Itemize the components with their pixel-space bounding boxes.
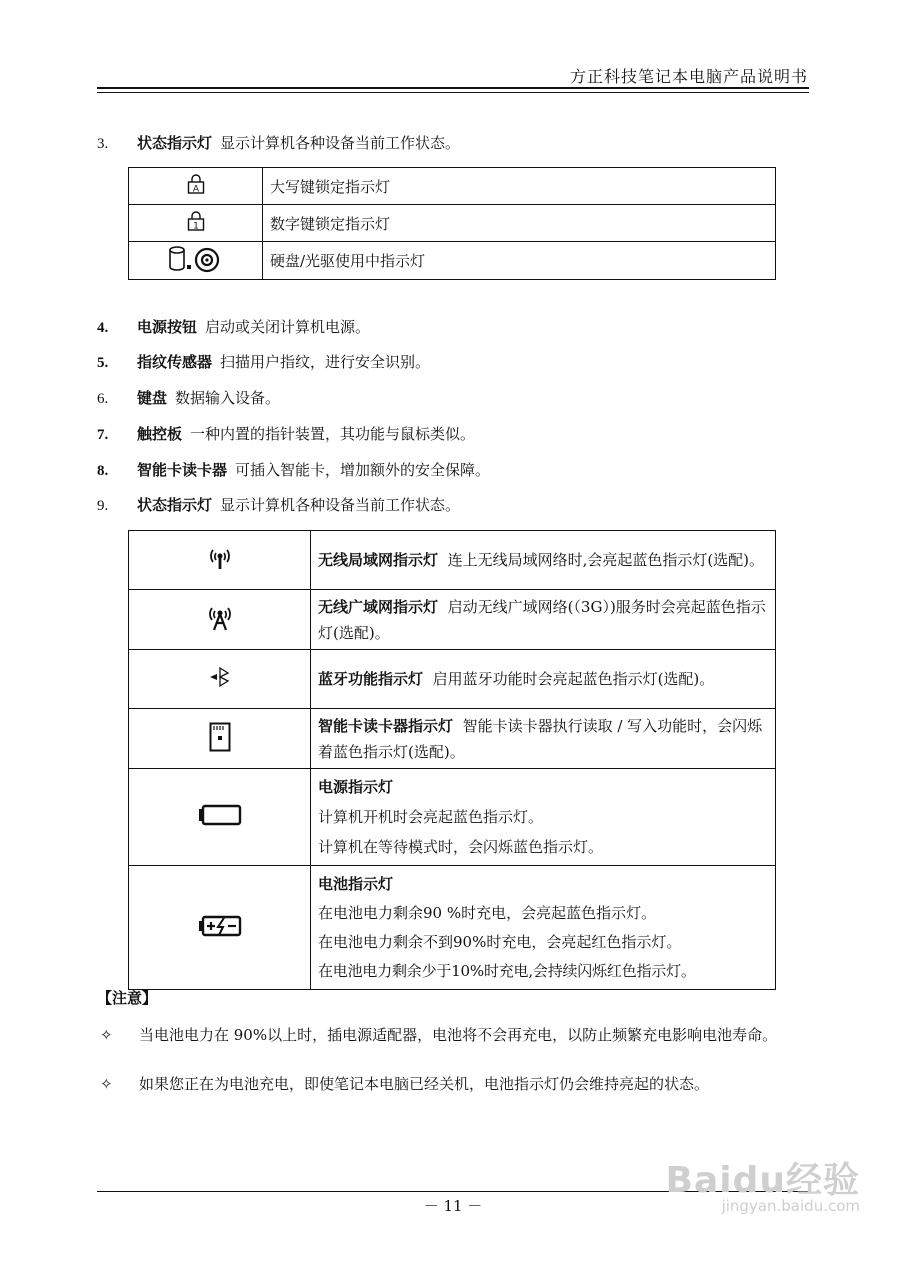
table-row <box>129 769 776 866</box>
list-item-4 <box>97 315 370 339</box>
icon-cell <box>129 590 311 650</box>
table-cell-text: 硬盘/光驱使用中指示灯 <box>263 242 776 280</box>
indicator-desc: 智能卡读卡器执行读取 / 写入功能时，会闪烁着蓝色指示灯(选配)。 <box>318 716 763 761</box>
table-row <box>129 242 776 280</box>
page-number: － 11 － <box>423 1197 483 1215</box>
table-row <box>129 531 776 590</box>
item-term: 指纹传感器 <box>137 353 213 371</box>
table-row <box>129 205 776 242</box>
icon-cell <box>129 866 311 990</box>
indicator-term: 无线广域网指示灯 <box>318 597 439 616</box>
wireless-lan-icon <box>204 545 236 575</box>
icon-cell <box>129 650 311 709</box>
battery-charging-icon <box>198 914 242 942</box>
table-row <box>129 168 776 205</box>
indicator-line: 在电池电力剩余少于10%时充电,会持续闪烁红色指示灯。 <box>318 961 696 980</box>
document-header-title: 方正科技笔记本电脑产品说明书 <box>569 67 808 86</box>
icon-cell <box>129 531 311 590</box>
wireless-wan-icon <box>204 604 236 636</box>
list-item-9 <box>97 493 460 517</box>
watermark-url: jingyan.baidu.com <box>721 1197 860 1215</box>
indicator-line: 在电池电力剩余90 %时充电，会亮起蓝色指示灯。 <box>318 903 657 922</box>
item-number: 7. <box>97 427 109 443</box>
item-number: 3. <box>97 136 109 152</box>
header-rule <box>97 87 809 89</box>
diamond-bullet-icon: ✧ <box>100 1026 113 1044</box>
note-title: 【注意】 <box>97 989 158 1007</box>
indicator-term: 电源指示灯 <box>318 778 394 796</box>
svg-text:1: 1 <box>192 221 199 232</box>
indicator-table-2 <box>128 530 776 990</box>
diamond-bullet-icon: ✧ <box>100 1075 113 1093</box>
item-term: 状态指示灯 <box>137 496 213 514</box>
num-lock-icon <box>187 210 205 236</box>
indicator-line: 计算机开机时会亮起蓝色指示灯。 <box>318 808 544 826</box>
table-cell-text: 数字键锁定指示灯 <box>263 205 776 242</box>
bluetooth-icon <box>208 665 232 693</box>
list-item-6 <box>97 386 280 410</box>
item-term: 触控板 <box>137 425 183 443</box>
item-desc: 数据输入设备。 <box>175 389 281 407</box>
table-cell-text <box>311 531 776 590</box>
item-term: 电源按钮 <box>137 318 198 336</box>
item-number: 8. <box>97 463 109 479</box>
icon-cell <box>129 168 263 205</box>
item-desc: 显示计算机各种设备当前工作状态。 <box>220 134 461 152</box>
icon-cell <box>129 769 311 866</box>
svg-text:A: A <box>192 184 199 195</box>
item-term: 键盘 <box>137 389 168 407</box>
table-cell-text <box>311 769 776 866</box>
table-cell-text <box>311 650 776 709</box>
table-row <box>129 590 776 650</box>
table-row <box>129 709 776 769</box>
item-number: 9. <box>97 498 109 514</box>
note-bullet <box>97 1072 809 1096</box>
baidu-watermark <box>666 1152 860 1215</box>
icon-cell <box>129 205 263 242</box>
list-item-8 <box>97 458 490 482</box>
table-row <box>129 866 776 990</box>
item-number: 4. <box>97 320 109 336</box>
table-cell-text: 大写键锁定指示灯 <box>263 168 776 205</box>
caps-lock-icon <box>187 173 205 199</box>
item-number: 5. <box>97 355 109 371</box>
disk-drive-icon <box>168 245 224 277</box>
item-desc: 可插入智能卡，增加额外的安全保障。 <box>235 461 491 479</box>
watermark-logo-text: Baidu经验 <box>665 1160 860 1201</box>
indicator-term: 智能卡读卡器指示灯 <box>318 716 454 735</box>
indicator-line: 在电池电力剩余不到90%时充电，会亮起红色指示灯。 <box>318 932 682 951</box>
indicator-term: 蓝牙功能指示灯 <box>318 670 424 688</box>
list-item-3 <box>97 131 460 155</box>
item-desc: 启动或关闭计算机电源。 <box>205 318 371 336</box>
item-desc: 显示计算机各种设备当前工作状态。 <box>220 496 461 514</box>
indicator-term: 电池指示灯 <box>318 874 394 893</box>
indicator-table-1 <box>128 167 776 280</box>
indicator-desc: 连上无线局域网络时,会亮起蓝色指示灯(选配)。 <box>447 551 765 569</box>
indicator-desc: 启动无线广域网络(（3G）)服务时会亮起蓝色指示灯(选配)。 <box>318 597 766 642</box>
header-rule-thin <box>97 92 809 93</box>
item-desc: 一种内置的指针装置，其功能与鼠标类似。 <box>190 425 476 443</box>
item-term: 状态指示灯 <box>137 134 213 152</box>
icon-cell <box>129 709 311 769</box>
power-indicator-icon <box>198 804 242 830</box>
table-cell-text <box>311 590 776 650</box>
indicator-desc: 启用蓝牙功能时会亮起蓝色指示灯(选配)。 <box>432 670 715 688</box>
item-desc: 扫描用户指纹，进行安全识别。 <box>220 353 431 371</box>
item-term: 智能卡读卡器 <box>137 461 228 479</box>
table-row <box>129 650 776 709</box>
note-text: 如果您正在为电池充电，即使笔记本电脑已经关机，电池指示灯仍会维持亮起的状态。 <box>139 1075 710 1093</box>
item-number: 6. <box>97 391 109 407</box>
indicator-line: 计算机在等待模式时，会闪烁蓝色指示灯。 <box>318 838 604 856</box>
smart-card-icon <box>209 722 231 756</box>
note-bullet <box>97 1023 809 1047</box>
icon-cell <box>129 242 263 280</box>
table-cell-text <box>311 866 776 990</box>
list-item-5 <box>97 350 430 374</box>
table-cell-text <box>311 709 776 769</box>
list-item-7 <box>97 422 475 446</box>
indicator-term: 无线局域网指示灯 <box>318 551 439 569</box>
note-text: 当电池电力在 90%以上时，插电源适配器，电池将不会再充电，以防止频繁充电影响电池寿命。 <box>139 1026 778 1044</box>
